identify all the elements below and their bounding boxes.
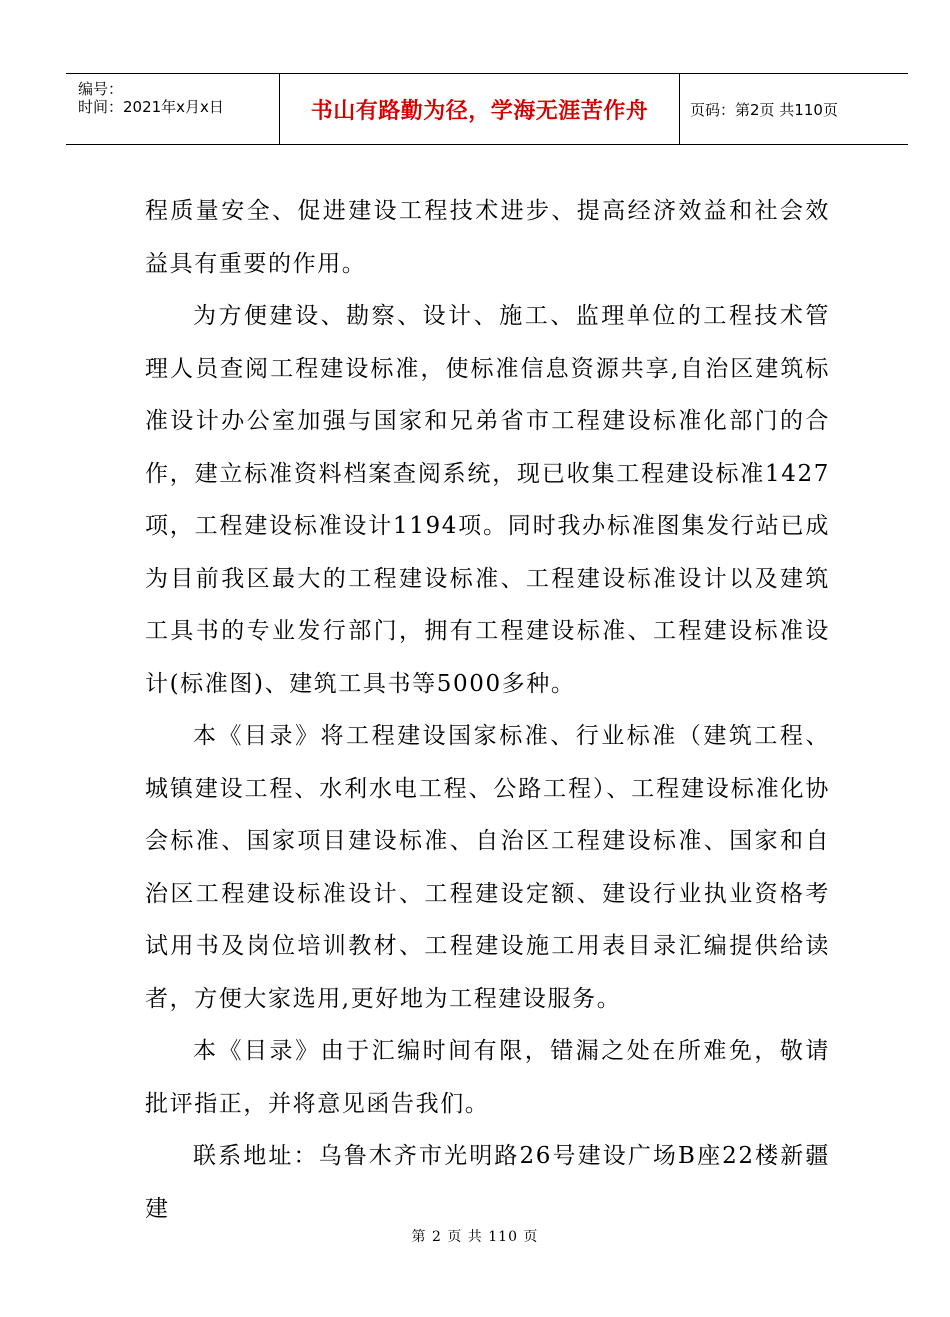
header-page-cell <box>680 74 908 144</box>
header-motto: 书山有路勤为径，学海无涯苦作舟 <box>310 98 649 124</box>
header-page-info: 页码：第2页 共110页 <box>690 100 838 119</box>
page-header <box>66 73 908 145</box>
document-body <box>145 185 830 1235</box>
paragraph: 本《目录》将工程建设国家标准、行业标准（建筑工程、城镇建设工程、水利水电工程、公路工程）、工程建设标准化协会标准、国家项目建设标准、自治区工程建设标准、国家和自治区工程建设标准设计、工程建设定额、建设行业执业资格考试用书及岗位培训教材、工程建设施工用表目录汇编提供给读者，方便大家选用,更好地为工程建设服务。 <box>145 723 830 1012</box>
header-motto-cell <box>280 74 680 144</box>
paragraph: 联系地址：乌鲁木齐市光明路26号建设广场B座22楼新疆建 <box>145 1143 830 1222</box>
page-footer: 第 2 页 共 110 页 <box>411 1229 539 1245</box>
paragraph: 本《目录》由于汇编时间有限，错漏之处在所难免，敬请批评指正，并将意见函告我们。 <box>145 1038 830 1117</box>
paragraph: 为方便建设、勘察、设计、施工、监理单位的工程技术管理人员查阅工程建设标准，使标准信息资源共享,自治区建筑标准设计办公室加强与国家和兄弟省市工程建设标准化部门的合作，建立标准资料档案查阅系统，现已收集工程建设标准1427项，工程建设标准设计1194项。同时我办标准图集发行站已成为目前我区最大的工程建设标准、工程建设标准设计以及建筑工具书的专业发行部门，拥有工程建设标准、工程建设标准设计(标准图)、建筑工具书等5000多种。 <box>145 303 830 697</box>
header-meta-cell <box>66 74 280 144</box>
document-number-label: 编号： <box>78 80 124 98</box>
paragraph: 程质量安全、促进建设工程技术进步、提高经济效益和社会效益具有重要的作用。 <box>145 198 830 277</box>
document-time-label: 时间：2021年x月x日 <box>78 98 224 116</box>
